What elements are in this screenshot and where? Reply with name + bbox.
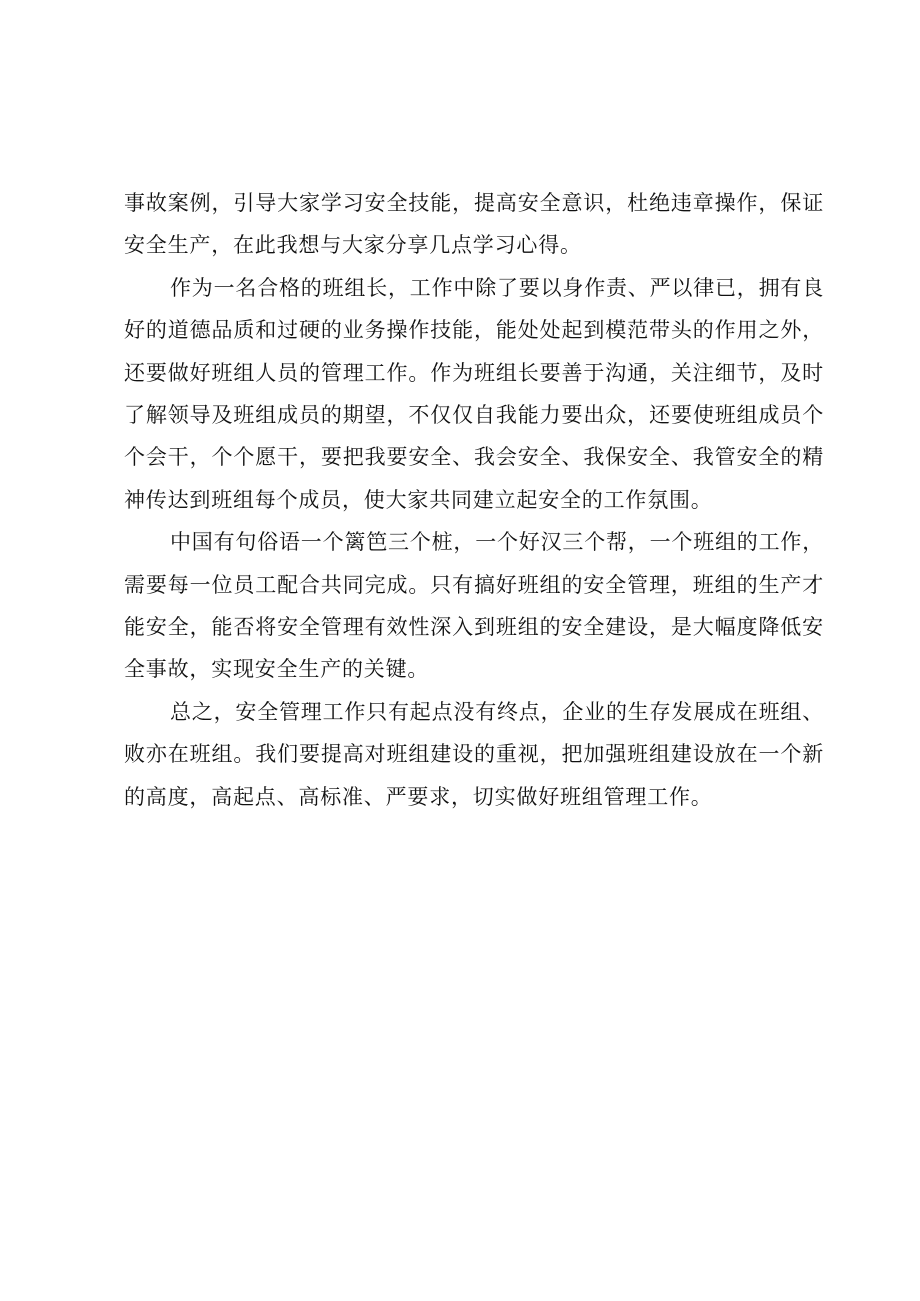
text-line: 在一个新的高度，高起点、高标准、严要求，切实做好班组管理工作。 bbox=[124, 742, 824, 809]
text-line: 作，需要每一位员工配合共同完成。只有搞好班组的安全管理，班组 bbox=[124, 530, 825, 597]
paragraph-conclusion bbox=[124, 691, 824, 818]
paragraph-continuation bbox=[124, 182, 824, 267]
text-line: 事故案例，引导大家学习安全技能，提高安全意识，杜绝违章操作， bbox=[124, 191, 781, 215]
text-line: 的生产才能安全，能否将安全管理有效性深入到班组的安全建设，是 bbox=[124, 572, 824, 640]
text-line: 作为一名合格的班组长，工作中除了要以身作责、严以律已，拥 bbox=[170, 275, 781, 300]
text-line: 组、败亦在班组。我们要提高对班组建设的重视，把加强班组建设放 bbox=[124, 699, 825, 767]
text-line: 中国有句俗语一个篱笆三个桩，一个好汉三个帮，一个班组的工 bbox=[170, 530, 781, 555]
text-line: 总之，安全管理工作只有起点没有终点，企业的生存发展成在班 bbox=[170, 699, 781, 724]
text-line: 还要使班组成员个个会干，个个愿干，要把我要安全、我会安全、我 bbox=[124, 403, 825, 470]
paragraph-proverb bbox=[124, 521, 824, 691]
text-line: 用之外，还要做好班组人员的管理工作。作为班组长要善于沟通，关 bbox=[124, 318, 824, 385]
text-line: 注细节，及时了解领导及班组成员的期望，不仅仅自我能力要出众， bbox=[124, 360, 824, 428]
text-line: 大幅度降低安全事故，实现安全生产的关键。 bbox=[124, 615, 824, 682]
document-body bbox=[124, 182, 824, 818]
text-line: 有良好的道德品质和过硬的业务操作技能，能处处起到模范带头的作 bbox=[124, 275, 825, 343]
text-line: 全的工作氛围。 bbox=[560, 487, 713, 512]
paragraph-team-leader bbox=[124, 267, 824, 521]
text-line: 保安全、我管安全的精神传达到班组每个成员，使大家共同建立起安 bbox=[124, 445, 824, 512]
text-line: 保证安全生产，在此我想与大家分享几点学习心得。 bbox=[124, 191, 824, 258]
